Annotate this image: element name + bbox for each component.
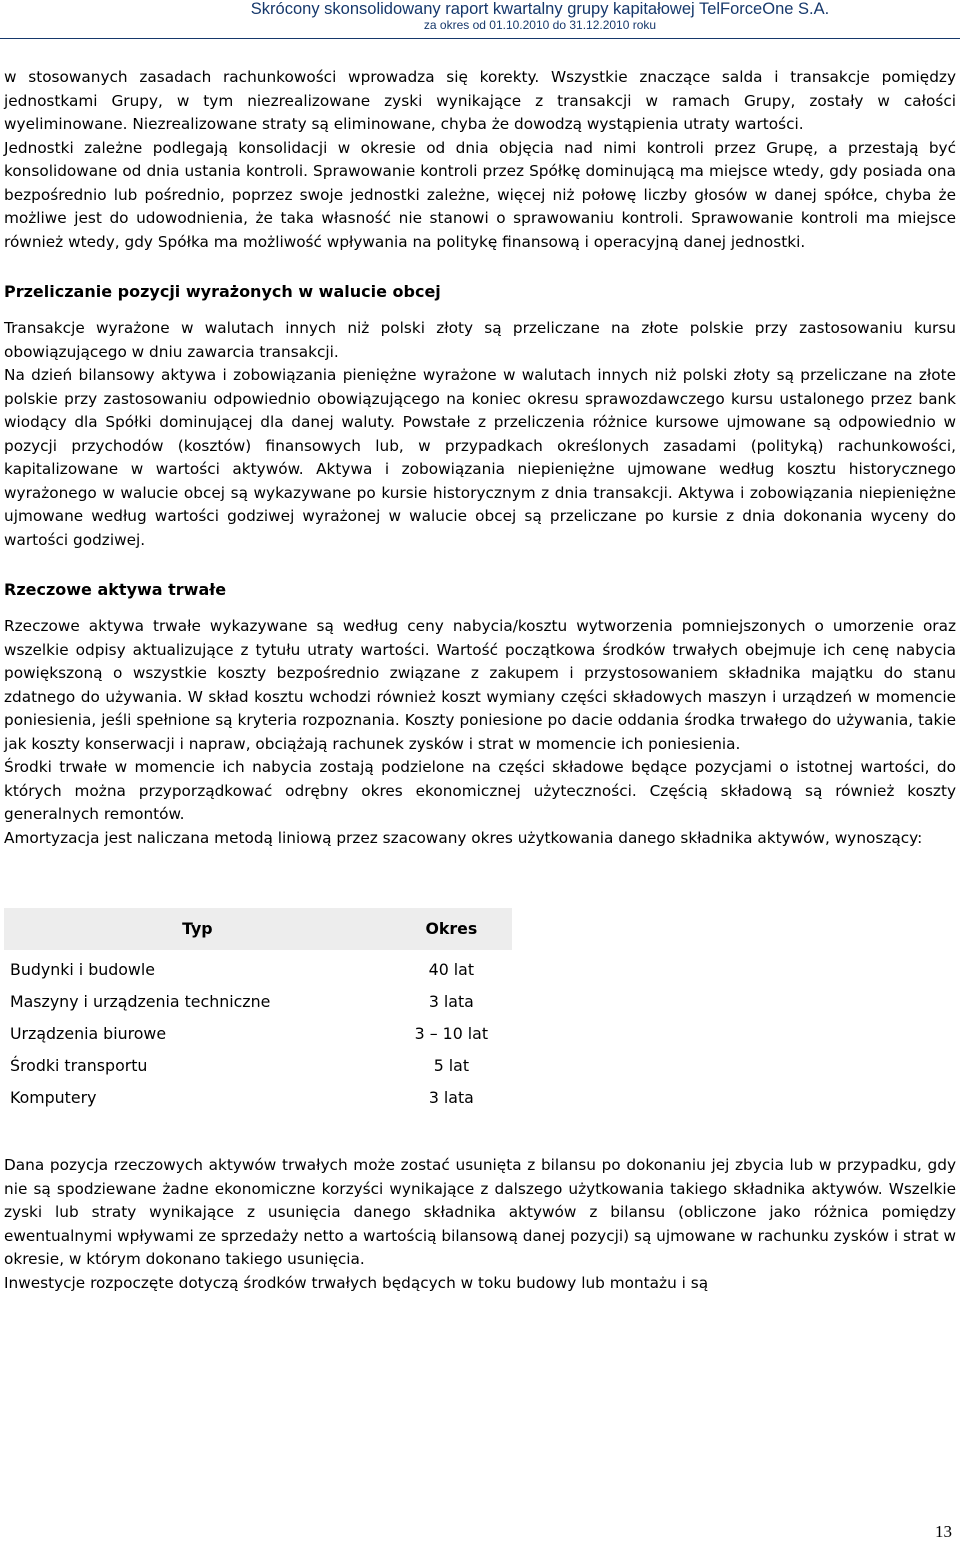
depreciation-table-wrap [4,908,512,1114]
asset-type-cell: Budynki i budowle [10,960,155,980]
report-period: za okres od 01.10.2010 do 31.12.2010 roku [423,17,657,32]
asset-type-cell: Urządzenia biurowe [10,1024,167,1044]
column-header-period: Okres [425,919,478,939]
header-divider [0,38,960,39]
page-number: 13 [935,1522,952,1541]
asset-period-cell: 3 lata [428,1088,474,1108]
asset-type-cell: Maszyny i urządzenia techniczne [10,992,271,1012]
consolidation-paragraph-2: Jednostki zależne podlegają konsolidacji w okresie od dnia objęcia nad nimi kontroli przez Grupę, a przestają być konsolidowane od dnia ustania kontroli. Sprawowanie kontroli przez Spółkę dominującą ma miejsce wtedy, gdy posiada ona bezpośrednio lub pośrednio, poprzez swoje jednostki zależne, więcej niż połowę liczby głosów w danej spółce, chyba że możliwe jest do udowodnienia, że taka własność nie stanowi o sprawowaniu kontroli. Sprawowanie kontroli ma miejsce również wtedy, gdy Spółka ma możliwość wpływania na politykę finansową i operacyjną danej jednostki. [4,138,956,251]
fx-paragraph-1: Transakcje wyrażone w walutach innych niż polski złoty są przeliczane na złote polskie przy zastosowaniu kursu obowiązującego w dniu zawarcia transakcji. [4,319,956,361]
consolidation-paragraph-1: w stosowanych zasadach rachunkowości wprowadza się korekty. Wszystkie znaczące salda i transakcje pomiędzy jednostkami Grupy, w tym niezrealizowane zyski wynikające z transakcji w ramach Grupy, zostały w całości wyeliminowane. Niezrealizowane straty są eliminowane, chyba że dowodzą wystąpienia utraty wartości. [4,68,956,133]
fixed-assets-paragraph-2: Środki trwałe w momencie ich nabycia zostają podzielone na części składowe będące pozycjami o istotnej wartości, do których można przyporządkować odrębny okres ekonomicznej użyteczności. Częścią składową są również koszty generalnych remontów. [4,758,956,823]
table-row [4,986,512,1018]
report-title: Skrócony skonsolidowany raport kwartalny grupy kapitałowej TelForceOne S.A. [250,0,830,18]
table-row [4,950,512,986]
fx-paragraph-2: Na dzień bilansowy aktywa i zobowiązania pieniężne wyrażone w walutach innych niż polski złoty są przeliczane na złote polskie przy zastosowaniu odpowiednio obowiązującego na koniec okresu sprawozdawczego kursu ustalonego przez bank wiodący dla Spółki dominującej dla danej waluty. Powstałe z przeliczenia różnice kursowe ujmowane są odpowiednio w pozycji przychodów (kosztów) finansowych lub, w przypadkach określonych zasadami (polityką) rachunkowości, kapitalizowane w wartości aktywów. Aktywa i zobowiązania niepieniężne ujmowane według kosztu historycznego wyrażonego w walucie obcej są wykazywane po kursie historycznym z dnia transakcji. Aktywa i zobowiązania niepieniężne ujmowane według wartości godziwej wyrażonej w walucie obcej są przeliczane po kursie z dnia dokonania wyceny do wartości godziwej. [4,366,956,549]
asset-period-cell: 5 lat [433,1056,470,1076]
table-row [4,1050,512,1082]
asset-period-cell: 3 – 10 lat [414,1024,489,1044]
table-row [4,1082,512,1114]
depreciation-table [4,908,512,1114]
asset-type-cell: Komputery [10,1088,97,1108]
page-header [0,0,960,33]
fx-section-heading: Przeliczanie pozycji wyrażonych w walucie obcej [4,282,441,301]
asset-period-cell: 3 lata [428,992,474,1012]
asset-type-cell: Środki transportu [10,1056,148,1076]
table-row [4,1018,512,1050]
document-body [4,66,956,1295]
fixed-assets-paragraph-3: Amortyzacja jest naliczana metodą liniową przez szacowany okres użytkowania danego składnika aktywów, wynoszący: [4,828,923,847]
disposal-paragraph: Dana pozycja rzeczowych aktywów trwałych może zostać usunięta z bilansu po dokonaniu jej zbycia lub w przypadku, gdy nie są spodziewane żadne ekonomiczne korzyści wynikające z dalszego użytkowania takiego składnika aktywów. Wszelkie zyski lub straty wynikające z usunięcia danego składnika aktywów z bilansu (obliczone jako różnica pomiędzy ewentualnymi wpływami ze sprzedaży netto a wartością bilansową danej pozycji) są ujmowane w rachunku zysków i strat w okresie, w którym dokonano takiego usunięcia. [4,1156,956,1268]
column-header-type: Typ [182,919,213,939]
construction-paragraph: Inwestycje rozpoczęte dotyczą środków trwałych będących w toku budowy lub montażu i są [4,1273,709,1292]
fixed-assets-paragraph-1: Rzeczowe aktywa trwałe wykazywane są według ceny nabycia/kosztu wytworzenia pomniejszonych o umorzenie oraz wszelkie odpisy aktualizujące z tytułu utraty wartości. Wartość początkowa środków trwałych obejmuje ich cenę nabycia powiększoną o wszystkie koszty bezpośrednio związane z zakupem i przystosowaniem składnika majątku do stanu zdatnego do używania. W skład kosztu wchodzi również koszt wymiany części składowych maszyn i urządzeń w momencie poniesienia, jeśli spełnione są kryteria rozpoznania. Koszty poniesione po dacie oddania środka trwałego do używania, takie jak koszty konserwacji i napraw, obciążają rachunek zysków i strat w momencie ich poniesienia. [4,617,956,753]
fixed-assets-heading: Rzeczowe aktywa trwałe [4,580,227,599]
table-header-row [4,908,512,950]
asset-period-cell: 40 lat [428,960,475,980]
